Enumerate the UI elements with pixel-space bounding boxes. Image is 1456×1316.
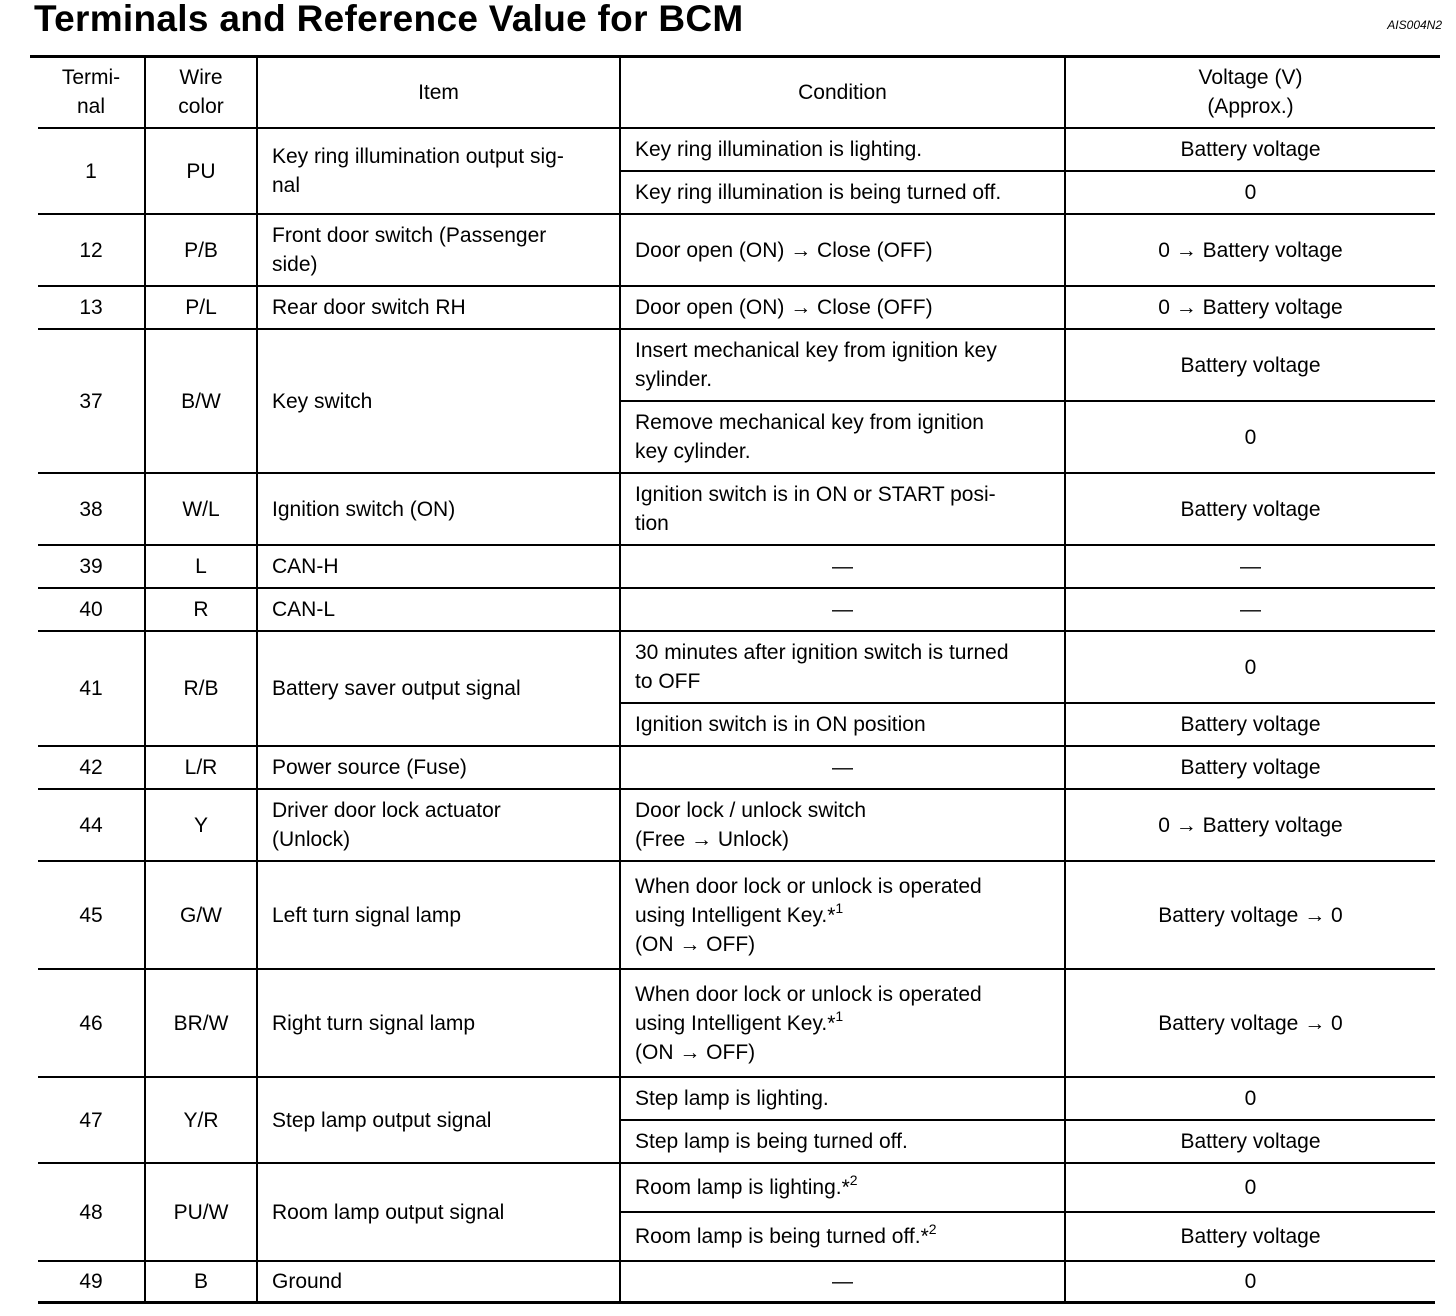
terminal-cell: 12: [38, 214, 145, 286]
item-cell: Right turn signal lamp: [257, 969, 620, 1077]
condition-cell: Door lock / unlock switch (Free → Unlock): [620, 789, 1065, 861]
condition-cell: Room lamp is lighting.*$^2$: [620, 1163, 1065, 1212]
terminal-cell: 1: [38, 128, 145, 214]
condition-cell: When door lock or unlock is operated using Intelligent Key.*$^1$ (ON → OFF): [620, 969, 1065, 1077]
table-row: [38, 969, 1435, 1077]
condition-cell: Door open (ON) → Close (OFF): [620, 286, 1065, 329]
bcm-terminal-table: [38, 57, 1435, 1304]
wire-color-cell: L: [145, 545, 257, 588]
header-item: Item: [257, 57, 620, 128]
item-cell: Battery saver output signal: [257, 631, 620, 746]
voltage-cell: —: [1065, 588, 1435, 631]
table-row: [38, 746, 1435, 789]
item-cell: Front door switch (Passenger side): [257, 214, 620, 286]
condition-cell: Ignition switch is in ON or START posi- tion: [620, 473, 1065, 545]
table-row: [38, 214, 1435, 286]
table-row: [38, 789, 1435, 861]
condition-cell: Room lamp is being turned off.*$^2$: [620, 1212, 1065, 1261]
wire-color-cell: B: [145, 1261, 257, 1302]
footnote-marker: 1: [835, 899, 844, 916]
voltage-cell: 0 → Battery voltage: [1065, 789, 1435, 861]
table-row: [38, 1077, 1435, 1120]
wire-color-cell: P/L: [145, 286, 257, 329]
condition-cell: 30 minutes after ignition switch is turned to OFF: [620, 631, 1065, 703]
wire-color-cell: BR/W: [145, 969, 257, 1077]
header-terminal: Termi- nal: [38, 57, 145, 128]
item-cell: Left turn signal lamp: [257, 861, 620, 969]
wire-color-cell: B/W: [145, 329, 257, 473]
condition-cell: Door open (ON) → Close (OFF): [620, 214, 1065, 286]
condition-cell: Step lamp is being turned off.: [620, 1120, 1065, 1163]
header-wire-color: Wire color: [145, 57, 257, 128]
voltage-cell: 0: [1065, 1163, 1435, 1212]
voltage-cell: —: [1065, 545, 1435, 588]
item-cell: Room lamp output signal: [257, 1163, 620, 1261]
terminal-cell: 42: [38, 746, 145, 789]
voltage-cell: Battery voltage: [1065, 329, 1435, 401]
voltage-cell: 0 → Battery voltage: [1065, 214, 1435, 286]
condition-cell: Key ring illumination is being turned off.: [620, 171, 1065, 214]
item-cell: Key switch: [257, 329, 620, 473]
voltage-cell: Battery voltage: [1065, 746, 1435, 789]
table-row: [38, 588, 1435, 631]
header-condition: Condition: [620, 57, 1065, 128]
header-row: [38, 57, 1435, 128]
wire-color-cell: Y: [145, 789, 257, 861]
wire-color-cell: L/R: [145, 746, 257, 789]
item-cell: Step lamp output signal: [257, 1077, 620, 1163]
voltage-cell: Battery voltage: [1065, 128, 1435, 171]
voltage-cell: Battery voltage: [1065, 473, 1435, 545]
table-row: [38, 545, 1435, 588]
footnote-marker: 2: [928, 1221, 937, 1237]
wire-color-cell: W/L: [145, 473, 257, 545]
terminal-cell: 46: [38, 969, 145, 1077]
condition-cell: —: [620, 746, 1065, 789]
terminal-cell: 45: [38, 861, 145, 969]
table-row: [38, 128, 1435, 171]
wire-color-cell: R/B: [145, 631, 257, 746]
condition-cell: Key ring illumination is lighting.: [620, 128, 1065, 171]
wire-color-cell: PU/W: [145, 1163, 257, 1261]
voltage-cell: 0 → Battery voltage: [1065, 286, 1435, 329]
voltage-cell: 0: [1065, 1261, 1435, 1302]
wire-color-cell: P/B: [145, 214, 257, 286]
terminal-cell: 39: [38, 545, 145, 588]
terminal-cell: 49: [38, 1261, 145, 1302]
table-row: [38, 473, 1435, 545]
terminal-cell: 13: [38, 286, 145, 329]
item-cell: Driver door lock actuator (Unlock): [257, 789, 620, 861]
voltage-cell: 0: [1065, 631, 1435, 703]
item-cell: CAN-H: [257, 545, 620, 588]
terminal-cell: 38: [38, 473, 145, 545]
condition-cell: Remove mechanical key from ignition key cylinder.: [620, 401, 1065, 473]
header-voltage: Voltage (V) (Approx.): [1065, 57, 1435, 128]
voltage-cell: 0: [1065, 1077, 1435, 1120]
terminal-cell: 41: [38, 631, 145, 746]
condition-cell: Insert mechanical key from ignition key sylinder.: [620, 329, 1065, 401]
table-row: [38, 1163, 1435, 1212]
voltage-cell: Battery voltage: [1065, 703, 1435, 746]
document-id: AIS004N2: [1387, 18, 1442, 32]
table-row: [38, 329, 1435, 401]
item-cell: CAN-L: [257, 588, 620, 631]
voltage-cell: Battery voltage → 0: [1065, 969, 1435, 1077]
item-cell: Rear door switch RH: [257, 286, 620, 329]
table-row: [38, 1261, 1435, 1302]
terminal-cell: 44: [38, 789, 145, 861]
item-cell: Key ring illumination output sig- nal: [257, 128, 620, 214]
wire-color-cell: Y/R: [145, 1077, 257, 1163]
terminal-cell: 47: [38, 1077, 145, 1163]
item-cell: Ground: [257, 1261, 620, 1302]
voltage-cell: 0: [1065, 171, 1435, 214]
condition-cell: Ignition switch is in ON position: [620, 703, 1065, 746]
wire-color-cell: R: [145, 588, 257, 631]
voltage-cell: Battery voltage: [1065, 1212, 1435, 1261]
terminal-cell: 48: [38, 1163, 145, 1261]
table-row: [38, 631, 1435, 703]
wire-color-cell: G/W: [145, 861, 257, 969]
wire-color-cell: PU: [145, 128, 257, 214]
page-title: Terminals and Reference Value for BCM: [34, 0, 744, 39]
table-row: [38, 861, 1435, 969]
condition-cell: —: [620, 545, 1065, 588]
voltage-cell: 0: [1065, 401, 1435, 473]
footnote-marker: 2: [849, 1172, 858, 1188]
item-cell: Power source (Fuse): [257, 746, 620, 789]
table-row: [38, 286, 1435, 329]
voltage-cell: Battery voltage → 0: [1065, 861, 1435, 969]
condition-cell: Step lamp is lighting.: [620, 1077, 1065, 1120]
terminal-cell: 40: [38, 588, 145, 631]
voltage-cell: Battery voltage: [1065, 1120, 1435, 1163]
terminal-cell: 37: [38, 329, 145, 473]
condition-cell: —: [620, 588, 1065, 631]
item-cell: Ignition switch (ON): [257, 473, 620, 545]
condition-cell: When door lock or unlock is operated using Intelligent Key.*$^1$ (ON → OFF): [620, 861, 1065, 969]
condition-cell: —: [620, 1261, 1065, 1302]
footnote-marker: 1: [835, 1007, 844, 1024]
